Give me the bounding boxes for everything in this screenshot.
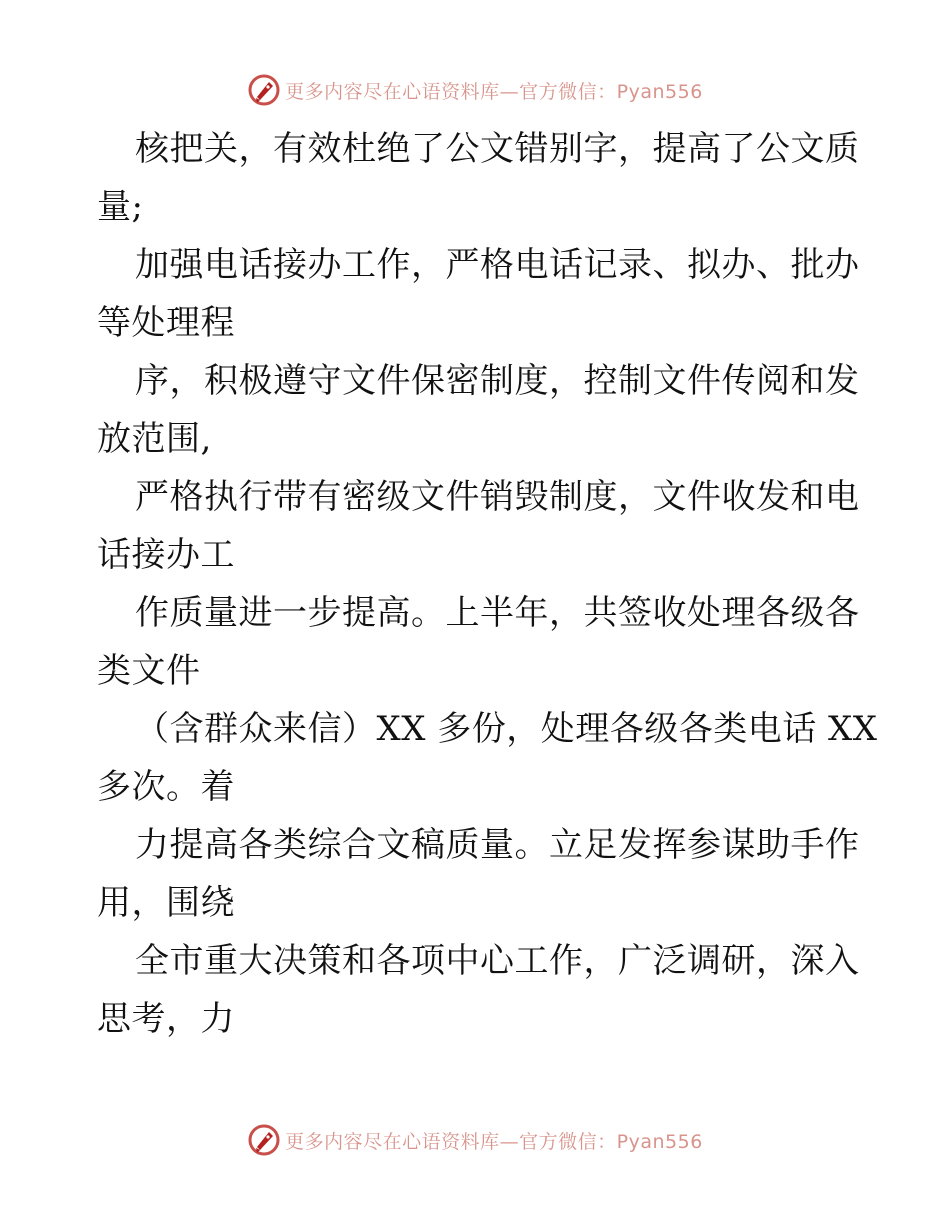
text-line: 加强电话接办工作，严格电话记录、拟办、批办: [135, 245, 860, 285]
text-line: 力提高各类综合文稿质量。立足发挥参谋助手作: [135, 825, 860, 865]
footer-watermark: [0, 1120, 950, 1160]
text-line: 用，围绕: [97, 883, 235, 923]
text-line: 严格执行带有密级文件销毁制度，文件收发和电: [135, 477, 860, 517]
pen-nib-circle-icon: [247, 1123, 281, 1157]
text-line: 量;: [97, 187, 144, 227]
text-line: （含群众来信）XX 多份，处理各级各类电话 XX: [135, 709, 878, 749]
header-watermark: [0, 70, 950, 110]
text-line: 等处理程: [97, 303, 235, 343]
text-line: 思考，力: [97, 999, 235, 1039]
text-line: 序，积极遵守文件保密制度，控制文件传阅和发: [135, 361, 860, 401]
text-line: 多次。着: [97, 767, 235, 807]
text-line: 放范围,: [97, 419, 212, 459]
watermark-text: 更多内容尽在心语资料库—官方微信：Pyan556: [285, 1130, 703, 1153]
text-line: 全市重大决策和各项中心工作，广泛调研，深入: [135, 941, 860, 981]
pen-nib-circle-icon: [247, 73, 281, 107]
watermark-text: 更多内容尽在心语资料库—官方微信：Pyan556: [285, 80, 703, 103]
text-line: 核把关，有效杜绝了公文错别字，提高了公文质: [135, 129, 860, 169]
text-line: 话接办工: [97, 535, 235, 575]
document-body: [97, 120, 878, 1048]
text-line: 类文件: [97, 651, 201, 691]
text-line: 作质量进一步提高。上半年，共签收处理各级各: [135, 593, 860, 633]
